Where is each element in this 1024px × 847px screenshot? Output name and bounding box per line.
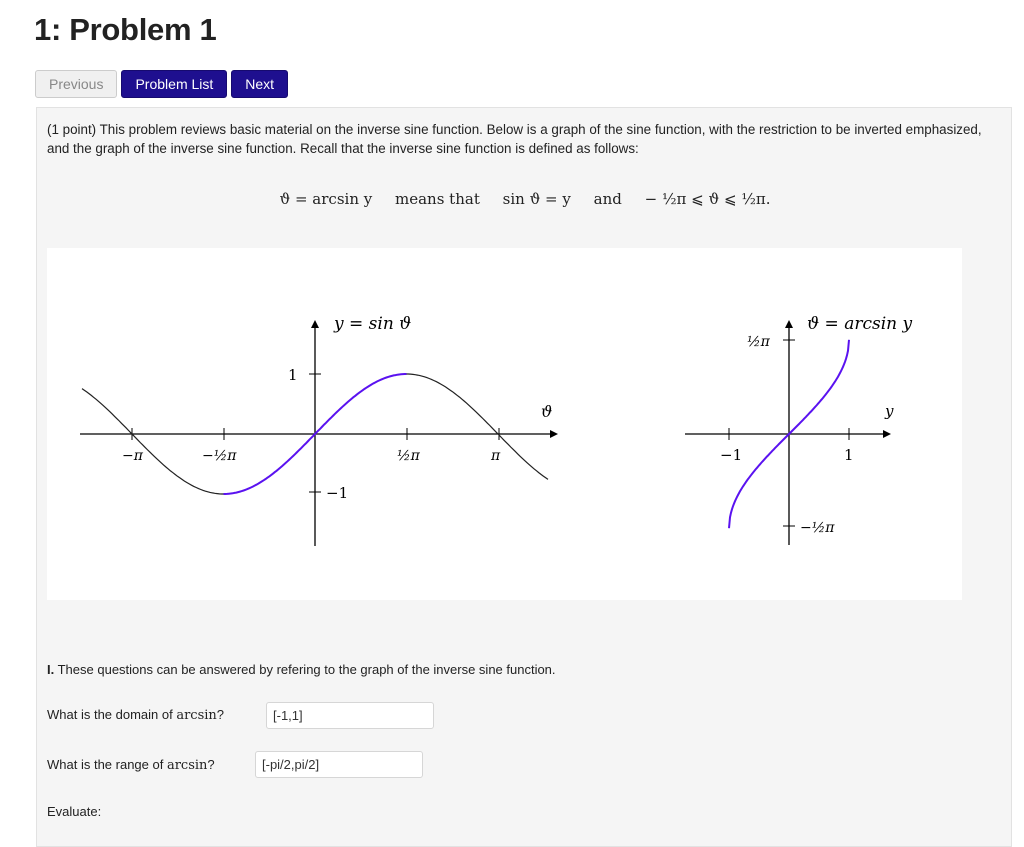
part-1-intro — [47, 662, 556, 677]
domain-question-text: What is the domain of — [47, 707, 177, 722]
range-question-suffix: ? — [207, 757, 215, 772]
problem-list-button[interactable]: Problem List — [121, 70, 227, 98]
problem-panel — [36, 107, 1012, 847]
graphs-svg — [47, 248, 962, 600]
label-y-half-pi: ½π — [747, 334, 770, 350]
label-y-1: 1 — [288, 366, 298, 384]
domain-question — [47, 707, 224, 723]
range-question-fn: arcsin — [166, 758, 208, 773]
label-neg1: −1 — [720, 446, 743, 464]
sine-x-arrow — [550, 430, 558, 438]
label-neg-pi: −π — [122, 448, 143, 464]
range-question-text: What is the range of — [47, 757, 167, 772]
label-neg-half-pi: −½π — [202, 448, 237, 464]
graph-image — [47, 248, 962, 600]
previous-button[interactable]: Previous — [35, 70, 117, 98]
arcsin-x-arrow — [883, 430, 891, 438]
part-1-text: These questions can be answered by refering to the graph of the inverse sine function. — [54, 662, 556, 677]
label-half-pi: ½π — [397, 448, 420, 464]
page-title: 1: Problem 1 — [34, 12, 217, 47]
formula-arcsin: ϑ = arcsin y — [279, 190, 373, 208]
sine-x-label: ϑ — [541, 402, 553, 421]
formula-range: − ½π ⩽ ϑ ⩽ ½π. — [644, 190, 771, 208]
label-pi: π — [491, 448, 501, 464]
domain-question-suffix: ? — [216, 707, 225, 722]
arcsin-y-arrow — [785, 320, 793, 328]
label-y-neg1: −1 — [326, 484, 349, 502]
formula-means: means that — [395, 190, 480, 208]
next-button[interactable]: Next — [231, 70, 288, 98]
domain-question-fn: arcsin — [176, 708, 217, 723]
sine-graph — [80, 314, 558, 546]
problem-nav — [35, 70, 288, 98]
problem-intro: (1 point) This problem reviews basic material on the inverse sine function. Below is a graph of the sine function, with the restriction to be inverted emphasized, and the graph of the inverse sine function. Recall that the inverse sine function is defined as follows: — [47, 122, 982, 156]
part-1-label: I. — [47, 662, 55, 677]
label-1: 1 — [844, 446, 854, 464]
range-question — [47, 757, 215, 773]
sine-y-arrow — [311, 320, 319, 328]
sine-graph-title: y = sin ϑ — [334, 314, 412, 334]
range-answer-input[interactable] — [255, 751, 423, 778]
formula-sin: sin ϑ = y — [502, 190, 571, 208]
formula-and: and — [593, 190, 622, 208]
label-y-neg-half-pi: −½π — [800, 520, 835, 536]
domain-answer-input[interactable] — [266, 702, 434, 729]
arcsin-graph — [685, 314, 913, 545]
evaluate-label: Evaluate: — [47, 804, 102, 819]
arcsin-x-label: y — [885, 402, 894, 420]
definition-formula — [37, 190, 1013, 208]
arcsin-graph-title: ϑ = arcsin y — [807, 314, 913, 334]
